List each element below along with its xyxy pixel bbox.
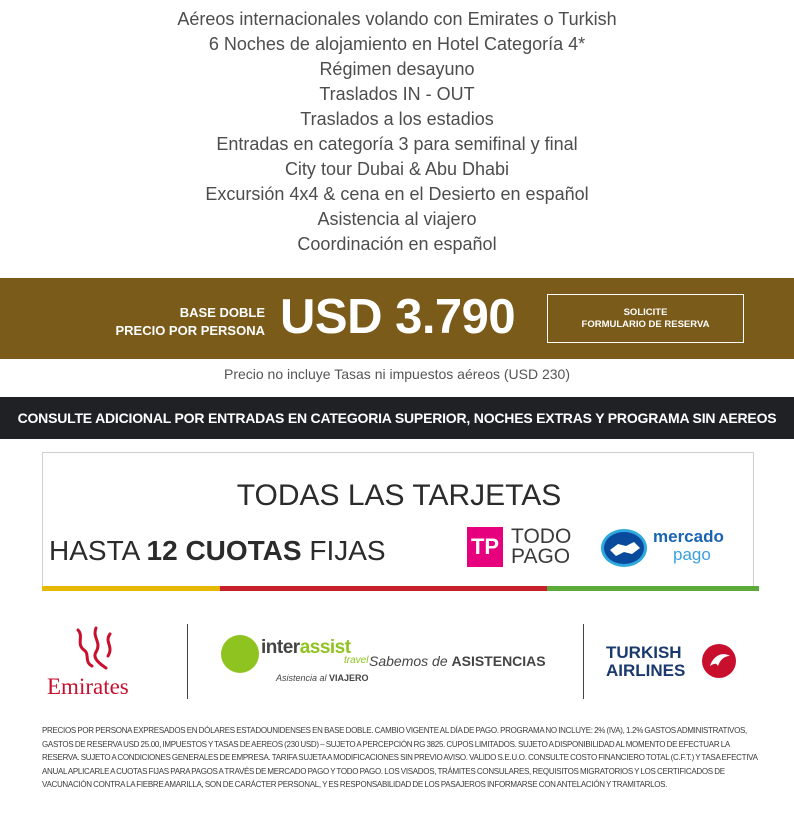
tax-note: Precio no incluye Tasas ni impuestos aéreos (USD 230) bbox=[223, 366, 571, 382]
cuotas-text bbox=[49, 535, 386, 567]
reservation-button-line2: FORMULARIO DE RESERVA bbox=[581, 319, 710, 330]
includes-item: City tour Dubai & Abu Dhabi bbox=[284, 159, 510, 179]
handshake-icon bbox=[601, 529, 647, 567]
turkish-line2: AIRLINES bbox=[606, 661, 686, 680]
interassist-tag-bold: VIAJERO bbox=[329, 673, 369, 683]
interassist-tag-prefix: Asistencia al bbox=[276, 673, 330, 683]
includes-item: Traslados a los estadios bbox=[300, 109, 494, 129]
stripe-red bbox=[220, 586, 547, 591]
consult-banner: CONSULTE ADICIONAL POR ENTRADAS EN CATEGORIA SUPERIOR, NOCHES EXTRAS Y PROGRAMA SIN AEREOS bbox=[0, 397, 794, 439]
price-label-line1: BASE DOBLE bbox=[179, 305, 265, 320]
interassist-brand bbox=[261, 637, 351, 659]
interassist-tagline bbox=[276, 673, 369, 683]
partner-divider bbox=[187, 624, 188, 699]
stripe-yellow bbox=[42, 586, 220, 591]
price-band bbox=[0, 278, 794, 359]
includes-item: Régimen desayuno bbox=[319, 59, 475, 79]
emirates-logo: Emirates bbox=[47, 674, 129, 699]
slogan-italic: Sabemos de bbox=[369, 653, 452, 669]
includes-item: Coordinación en español bbox=[297, 234, 497, 254]
todopago-text bbox=[511, 527, 571, 567]
slogan-bold: ASISTENCIAS bbox=[451, 653, 546, 669]
partner-divider bbox=[583, 624, 584, 699]
price-label bbox=[100, 304, 265, 340]
cuotas-prefix: HASTA bbox=[49, 535, 147, 566]
cuotas-bold: 12 CUOTAS bbox=[146, 535, 302, 566]
todopago-line2: PAGO bbox=[511, 545, 571, 568]
slogan bbox=[369, 653, 546, 669]
mercadopago-line1: mercado bbox=[653, 527, 724, 546]
cuotas-suffix: FIJAS bbox=[301, 535, 386, 566]
emirates-calligraphy-icon bbox=[58, 624, 128, 674]
includes-item: Traslados IN - OUT bbox=[319, 84, 475, 104]
includes-item: Entradas en categoría 3 para semifinal y final bbox=[216, 134, 578, 154]
turkish-line1: TURKISH bbox=[606, 643, 682, 662]
turkish-airlines-logo bbox=[606, 644, 685, 680]
includes-list bbox=[0, 7, 794, 257]
turkish-bird-icon bbox=[702, 644, 736, 678]
includes-item: Excursión 4x4 & cena en el Desierto en español bbox=[205, 184, 589, 204]
payment-cards-box bbox=[42, 452, 754, 586]
includes-item: Asistencia al viajero bbox=[317, 209, 477, 229]
price-amount: USD 3.790 bbox=[280, 290, 516, 344]
interassist-travel: travel bbox=[344, 655, 369, 666]
mercadopago-text bbox=[653, 528, 724, 564]
todopago-icon: TP bbox=[467, 527, 503, 567]
cards-title: TODAS LAS TARJETAS bbox=[236, 479, 562, 512]
interassist-brand-a: inter bbox=[261, 637, 300, 658]
stripe-green bbox=[547, 586, 759, 591]
includes-item: Aéreos internacionales volando con Emirates o Turkish bbox=[177, 9, 617, 29]
interassist-brand-b: assist bbox=[299, 637, 351, 658]
globe-icon bbox=[221, 635, 259, 673]
mercadopago-line2: pago bbox=[673, 545, 711, 564]
price-label-line2: PRECIO POR PERSONA bbox=[115, 323, 265, 338]
legal-disclaimer: PRECIOS POR PERSONA EXPRESADOS EN DÓLARES ESTADOUNIDENSES EN BASE DOBLE. CAMBIO VIGENTE AL DÍA DE PAGO. PROGRAMA NO INCLUYE: 2% (IVA), 1.2% GASTOS ADMINISTRATIVOS, GASTOS DE RESERVA USD 25.00, IMPUESTOS Y TASAS DE AEREOS (230 USD) – SUJETO A PERCEPCIÓN RG 3825. CUPOS LIMITADOS. SUJETO A DISPONIBILIDAD AL MOMENTO DE EFECTUAR LA RESERVA. SUJETO A CONDICIONES GENERALES DE EMPRESA. TARIFA SUJETA A MODIFICACIONES SIN PREVIO AVISO. VALIDO S.E.U.O. CONSULTE COSTO FINANCIERO TOTAL (C.F.T.) Y TASA EFECTIVA ANUAL APLICARLE A CUOTAS FIJAS PARA PAGOS A TRAVÉS DE MERCADO PAGO Y TODO PAGO. LOS VISADOS, TRÁMITES CONSULARES, REQUISITOS MIGRATORIOS Y LOS CERTIFICADOS DE VACUNACIÓN CONTRA LA FIEBRE AMARILLA, SON DE CARÁCTER PERSONAL, Y ES RESPONSABILIDAD DE LOS PASAJEROS INFORMARSE CON ANTELACIÓN Y TRAMITARLOS. bbox=[42, 726, 758, 789]
reservation-form-button[interactable] bbox=[547, 294, 744, 343]
todopago-line1: TODO bbox=[511, 525, 572, 548]
reservation-button-line1: SOLICITE bbox=[623, 307, 668, 318]
includes-item: 6 Noches de alojamiento en Hotel Categoría 4* bbox=[208, 34, 586, 54]
